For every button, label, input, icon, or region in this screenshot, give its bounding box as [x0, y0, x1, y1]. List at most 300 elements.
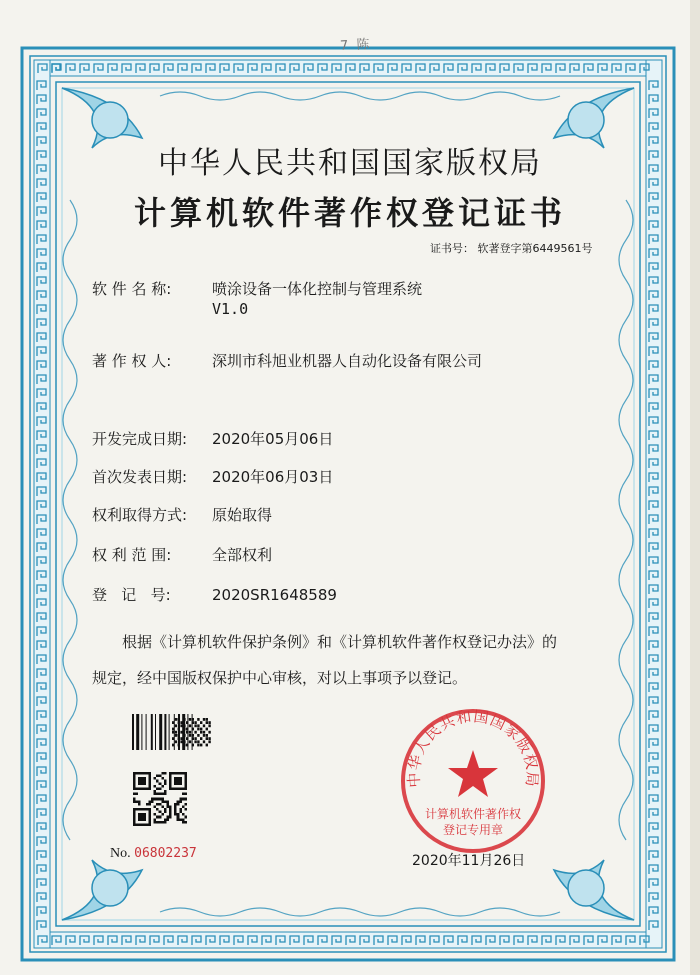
- certificate-number: 证书号： 软著登字第6449561号: [430, 242, 593, 255]
- qr-module: [138, 823, 141, 826]
- qr-module: [138, 800, 141, 803]
- qr-module: [141, 808, 144, 811]
- acquisition-method-value: 原始取得: [212, 506, 273, 524]
- barcode-module: [189, 731, 191, 734]
- barcode-module: [197, 740, 199, 743]
- qr-module: [148, 772, 151, 775]
- barcode-module: [200, 744, 202, 747]
- qr-module: [154, 798, 157, 801]
- qr-module: [136, 808, 139, 811]
- qr-module: [174, 805, 177, 808]
- qr-module: [179, 777, 182, 780]
- qr-module: [133, 800, 136, 803]
- qr-module: [177, 777, 180, 780]
- barcode-module: [194, 737, 196, 740]
- qr-module: [146, 823, 149, 826]
- barcode-module: [192, 744, 194, 747]
- qr-module: [161, 821, 164, 824]
- certificate-title: 计算机软件著作权登记证书: [133, 194, 566, 232]
- barcode-module: [189, 718, 191, 721]
- qr-module: [177, 772, 180, 775]
- qr-module: [164, 808, 167, 811]
- qr-module: [154, 813, 157, 816]
- qr-module: [159, 787, 162, 790]
- qr-module: [164, 800, 167, 803]
- barcode-module: [189, 734, 191, 737]
- qr-module: [151, 800, 154, 803]
- qr-module: [133, 785, 136, 788]
- barcode-module: [200, 721, 202, 724]
- barcode-module: [175, 718, 177, 721]
- barcode-module: [186, 728, 188, 731]
- qr-module: [177, 782, 180, 785]
- qr-module: [177, 813, 180, 816]
- qr-module: [159, 798, 162, 801]
- qr-module: [179, 772, 182, 775]
- barcode-module: [172, 744, 174, 747]
- qr-module: [136, 793, 139, 796]
- qr-module: [138, 813, 141, 816]
- qr-module: [148, 816, 151, 819]
- barcode-module: [194, 731, 196, 734]
- barcode-bar: [132, 714, 134, 750]
- qr-module: [182, 787, 185, 790]
- barcode-module: [192, 737, 194, 740]
- barcode-module: [183, 728, 185, 731]
- qr-module: [154, 793, 157, 796]
- qr-module: [138, 808, 141, 811]
- qr-module: [148, 808, 151, 811]
- barcode-module: [175, 731, 177, 734]
- qr-module: [161, 772, 164, 775]
- barcode-module: [180, 737, 182, 740]
- qr-module: [161, 793, 164, 796]
- qr-module: [179, 818, 182, 821]
- qr-module: [184, 803, 187, 806]
- qr-module: [136, 772, 139, 775]
- qr-module: [159, 775, 162, 778]
- qr-module: [133, 793, 136, 796]
- qr-module: [143, 777, 146, 780]
- qr-module: [133, 816, 136, 819]
- barcode-module: [172, 731, 174, 734]
- barcode-module: [178, 744, 180, 747]
- qr-module: [164, 818, 167, 821]
- qr-module: [166, 800, 169, 803]
- barcode-module: [206, 718, 208, 721]
- qr-module: [182, 818, 185, 821]
- qr-module: [138, 777, 141, 780]
- qr-module: [161, 800, 164, 803]
- qr-module: [143, 780, 146, 783]
- qr-module: [164, 780, 167, 783]
- qr-module: [184, 798, 187, 801]
- qr-module: [179, 782, 182, 785]
- qr-module: [164, 772, 167, 775]
- barcode-module: [192, 734, 194, 737]
- barcode-module: [183, 744, 185, 747]
- qr-module: [174, 772, 177, 775]
- barcode-module: [175, 740, 177, 743]
- qr-module: [148, 785, 151, 788]
- qr-module: [138, 818, 141, 821]
- qr-module: [182, 772, 185, 775]
- barcode-module: [192, 728, 194, 731]
- field-copyright-owner: [92, 350, 482, 371]
- qr-module: [154, 790, 157, 793]
- margin-handwriting: 7 陈: [339, 37, 372, 54]
- qr-module: [177, 818, 180, 821]
- barcode-module: [180, 740, 182, 743]
- field-completion-date: [92, 428, 333, 449]
- qr-module: [141, 777, 144, 780]
- qr-module: [143, 787, 146, 790]
- qr-module: [156, 780, 159, 783]
- software-version: V1.0: [212, 300, 249, 318]
- qr-module: [174, 777, 177, 780]
- qr-module: [141, 818, 144, 821]
- barcode-module: [175, 724, 177, 727]
- registration-number-value: 2020SR1648589: [212, 586, 337, 604]
- barcode-module: [203, 734, 205, 737]
- qr-module: [161, 777, 164, 780]
- qr-module: [161, 785, 164, 788]
- barcode-module: [200, 731, 202, 734]
- qr-module: [143, 772, 146, 775]
- qr-module: [133, 780, 136, 783]
- copyright-owner-value: 深圳市科旭业机器人自动化设备有限公司: [212, 352, 483, 370]
- acquisition-method-label: 权利取得方式:: [92, 506, 188, 524]
- qr-module: [169, 775, 172, 778]
- qr-module: [184, 772, 187, 775]
- qr-module: [156, 808, 159, 811]
- qr-module: [136, 787, 139, 790]
- qr-module: [138, 803, 141, 806]
- barcode-module: [208, 737, 210, 740]
- qr-module: [154, 785, 157, 788]
- qr-module: [143, 823, 146, 826]
- qr-module: [179, 780, 182, 783]
- qr-module: [133, 823, 136, 826]
- qr-module: [141, 782, 144, 785]
- barcode-module: [197, 744, 199, 747]
- qr-module: [148, 782, 151, 785]
- barcode: [132, 714, 212, 750]
- qr-module: [159, 803, 162, 806]
- qr-module: [133, 818, 136, 821]
- qr-module: [133, 798, 136, 801]
- barcode-bar: [164, 714, 166, 750]
- software-name-value: 喷涂设备一体化控制与管理系统: [212, 280, 423, 298]
- qr-module: [179, 787, 182, 790]
- legal-line-1: 根据《计算机软件保护条例》和《计算机软件著作权登记办法》的: [122, 633, 558, 651]
- qr-module: [148, 800, 151, 803]
- qr-module: [179, 800, 182, 803]
- barcode-module: [194, 740, 196, 743]
- qr-module: [184, 775, 187, 778]
- qr-module: [138, 780, 141, 783]
- barcode-module: [186, 721, 188, 724]
- qr-module: [148, 823, 151, 826]
- qr-module: [169, 811, 172, 814]
- qr-code: [133, 772, 187, 826]
- qr-module: [169, 808, 172, 811]
- qr-module: [182, 793, 185, 796]
- qr-module: [133, 808, 136, 811]
- qr-module: [172, 772, 175, 775]
- qr-module: [169, 780, 172, 783]
- barcode-module: [208, 731, 210, 734]
- seal-star-icon: [448, 750, 498, 797]
- qr-module: [141, 787, 144, 790]
- qr-module: [184, 780, 187, 783]
- qr-module: [166, 805, 169, 808]
- software-name-label: 软 件 名 称:: [92, 280, 172, 298]
- barcode-module: [180, 724, 182, 727]
- serial-value: 06802237: [134, 846, 197, 861]
- barcode-module: [178, 721, 180, 724]
- qr-module: [184, 808, 187, 811]
- qr-module: [146, 803, 149, 806]
- qr-module: [169, 805, 172, 808]
- qr-module: [146, 772, 149, 775]
- qr-module: [154, 821, 157, 824]
- barcode-bar: [146, 714, 147, 750]
- qr-module: [177, 800, 180, 803]
- qr-module: [161, 805, 164, 808]
- qr-module: [159, 782, 162, 785]
- qr-module: [141, 823, 144, 826]
- barcode-module: [208, 721, 210, 724]
- barcode-module: [183, 734, 185, 737]
- qr-module: [179, 798, 182, 801]
- qr-module: [182, 798, 185, 801]
- qr-module: [133, 811, 136, 814]
- qr-module: [141, 816, 144, 819]
- barcode-module: [172, 737, 174, 740]
- barcode-module: [206, 721, 208, 724]
- qr-module: [184, 785, 187, 788]
- qr-module: [159, 811, 162, 814]
- qr-module: [143, 813, 146, 816]
- qr-module: [169, 816, 172, 819]
- qr-module: [141, 780, 144, 783]
- rights-scope-label: 权 利 范 围:: [92, 546, 172, 564]
- barcode-bar: [155, 714, 156, 750]
- barcode-module: [203, 724, 205, 727]
- field-rights-scope: [92, 544, 272, 565]
- qr-module: [133, 813, 136, 816]
- qr-module: [169, 787, 172, 790]
- barcode-module: [208, 740, 210, 743]
- qr-module: [161, 813, 164, 816]
- qr-module: [166, 816, 169, 819]
- issuer-title: 中华人民共和国国家版权局: [158, 146, 542, 181]
- barcode-module: [197, 734, 199, 737]
- qr-module: [174, 811, 177, 814]
- qr-module: [143, 818, 146, 821]
- qr-module: [174, 803, 177, 806]
- qr-module: [164, 782, 167, 785]
- qr-module: [184, 821, 187, 824]
- qr-module: [156, 787, 159, 790]
- qr-module: [156, 793, 159, 796]
- qr-module: [148, 818, 151, 821]
- qr-module: [174, 808, 177, 811]
- qr-module: [169, 777, 172, 780]
- barcode-bar: [159, 714, 162, 750]
- barcode-module: [186, 737, 188, 740]
- barcode-module: [197, 718, 199, 721]
- qr-module: [136, 800, 139, 803]
- qr-module: [138, 772, 141, 775]
- qr-module: [174, 782, 177, 785]
- qr-module: [179, 811, 182, 814]
- qr-module: [138, 816, 141, 819]
- qr-module: [184, 777, 187, 780]
- qr-module: [146, 787, 149, 790]
- barcode-module: [186, 731, 188, 734]
- rights-scope-value: 全部权利: [212, 546, 273, 564]
- barcode-module: [183, 724, 185, 727]
- qr-module: [182, 805, 185, 808]
- barcode-module: [203, 740, 205, 743]
- qr-module: [133, 821, 136, 824]
- barcode-module: [189, 740, 191, 743]
- barcode-module: [206, 734, 208, 737]
- qr-module: [182, 821, 185, 824]
- qr-module: [184, 782, 187, 785]
- seal-arc-text: 中华人民共和国国家版权局: [404, 707, 542, 789]
- legal-statement: [92, 624, 632, 696]
- barcode-module: [203, 731, 205, 734]
- official-seal: [398, 706, 548, 856]
- page-edge: [690, 0, 700, 975]
- publication-date-label: 首次发表日期:: [92, 468, 188, 486]
- barcode-module: [183, 740, 185, 743]
- qr-module: [156, 816, 159, 819]
- barcode-module: [197, 728, 199, 731]
- qr-module: [138, 782, 141, 785]
- field-registration-number: [92, 584, 337, 605]
- qr-module: [133, 787, 136, 790]
- qr-module: [138, 787, 141, 790]
- qr-module: [169, 772, 172, 775]
- qr-module: [156, 775, 159, 778]
- qr-module: [182, 813, 185, 816]
- barcode-module: [178, 734, 180, 737]
- qr-module: [164, 821, 167, 824]
- qr-module: [164, 790, 167, 793]
- completion-date-label: 开发完成日期:: [92, 430, 188, 448]
- qr-module: [156, 803, 159, 806]
- qr-module: [146, 808, 149, 811]
- qr-module: [169, 782, 172, 785]
- barcode-module: [175, 734, 177, 737]
- barcode-module: [172, 721, 174, 724]
- qr-module: [166, 803, 169, 806]
- barcode-module: [192, 718, 194, 721]
- qr-module: [179, 808, 182, 811]
- qr-module: [159, 816, 162, 819]
- qr-module: [169, 785, 172, 788]
- barcode-module: [172, 728, 174, 731]
- qr-module: [143, 808, 146, 811]
- qr-module: [148, 775, 151, 778]
- barcode-module: [178, 728, 180, 731]
- copyright-owner-label: 著 作 权 人:: [92, 352, 172, 370]
- qr-module: [172, 787, 175, 790]
- barcode-module: [180, 731, 182, 734]
- qr-module: [148, 821, 151, 824]
- qr-module: [148, 813, 151, 816]
- registration-number-label: 登 记 号:: [92, 586, 171, 604]
- qr-module: [148, 803, 151, 806]
- qr-module: [156, 798, 159, 801]
- qr-module: [184, 787, 187, 790]
- barcode-module: [203, 718, 205, 721]
- barcode-module: [180, 721, 182, 724]
- barcode-module: [194, 721, 196, 724]
- svg-text:计算机软件著作权: 计算机软件著作权: [424, 807, 522, 821]
- qr-module: [151, 798, 154, 801]
- barcode-bar: [141, 714, 142, 750]
- qr-module: [148, 811, 151, 814]
- qr-module: [136, 823, 139, 826]
- qr-module: [164, 811, 167, 814]
- barcode-module: [206, 728, 208, 731]
- qr-module: [174, 787, 177, 790]
- barcode-module: [189, 724, 191, 727]
- barcode-module: [208, 724, 210, 727]
- svg-text:登记专用章: 登记专用章: [442, 823, 504, 837]
- barcode-module: [194, 724, 196, 727]
- qr-module: [148, 787, 151, 790]
- qr-module: [166, 818, 169, 821]
- field-software-name: [92, 278, 423, 318]
- qr-module: [141, 772, 144, 775]
- barcode-module: [200, 728, 202, 731]
- qr-module: [177, 816, 180, 819]
- qr-module: [184, 816, 187, 819]
- qr-module: [164, 793, 167, 796]
- completion-date-value: 2020年05月06日: [212, 430, 334, 448]
- qr-module: [148, 780, 151, 783]
- qr-module: [133, 772, 136, 775]
- qr-module: [148, 777, 151, 780]
- issue-date: 2020年11月26日: [412, 853, 526, 869]
- qr-module: [154, 818, 157, 821]
- barcode-module: [183, 718, 185, 721]
- legal-line-2: 规定，经中国版权保护中心审核，对以上事项予以登记。: [92, 669, 468, 687]
- qr-module: [184, 793, 187, 796]
- qr-module: [141, 813, 144, 816]
- qr-module: [169, 813, 172, 816]
- qr-module: [133, 775, 136, 778]
- qr-module: [159, 821, 162, 824]
- qr-module: [177, 787, 180, 790]
- field-publication-date: [92, 466, 333, 487]
- qr-module: [177, 803, 180, 806]
- barcode-module: [192, 721, 194, 724]
- qr-module: [174, 813, 177, 816]
- field-acquisition-method: [92, 504, 272, 525]
- barcode-module: [200, 737, 202, 740]
- barcode-module: [178, 737, 180, 740]
- qr-module: [161, 798, 164, 801]
- qr-module: [143, 782, 146, 785]
- qr-module: [177, 780, 180, 783]
